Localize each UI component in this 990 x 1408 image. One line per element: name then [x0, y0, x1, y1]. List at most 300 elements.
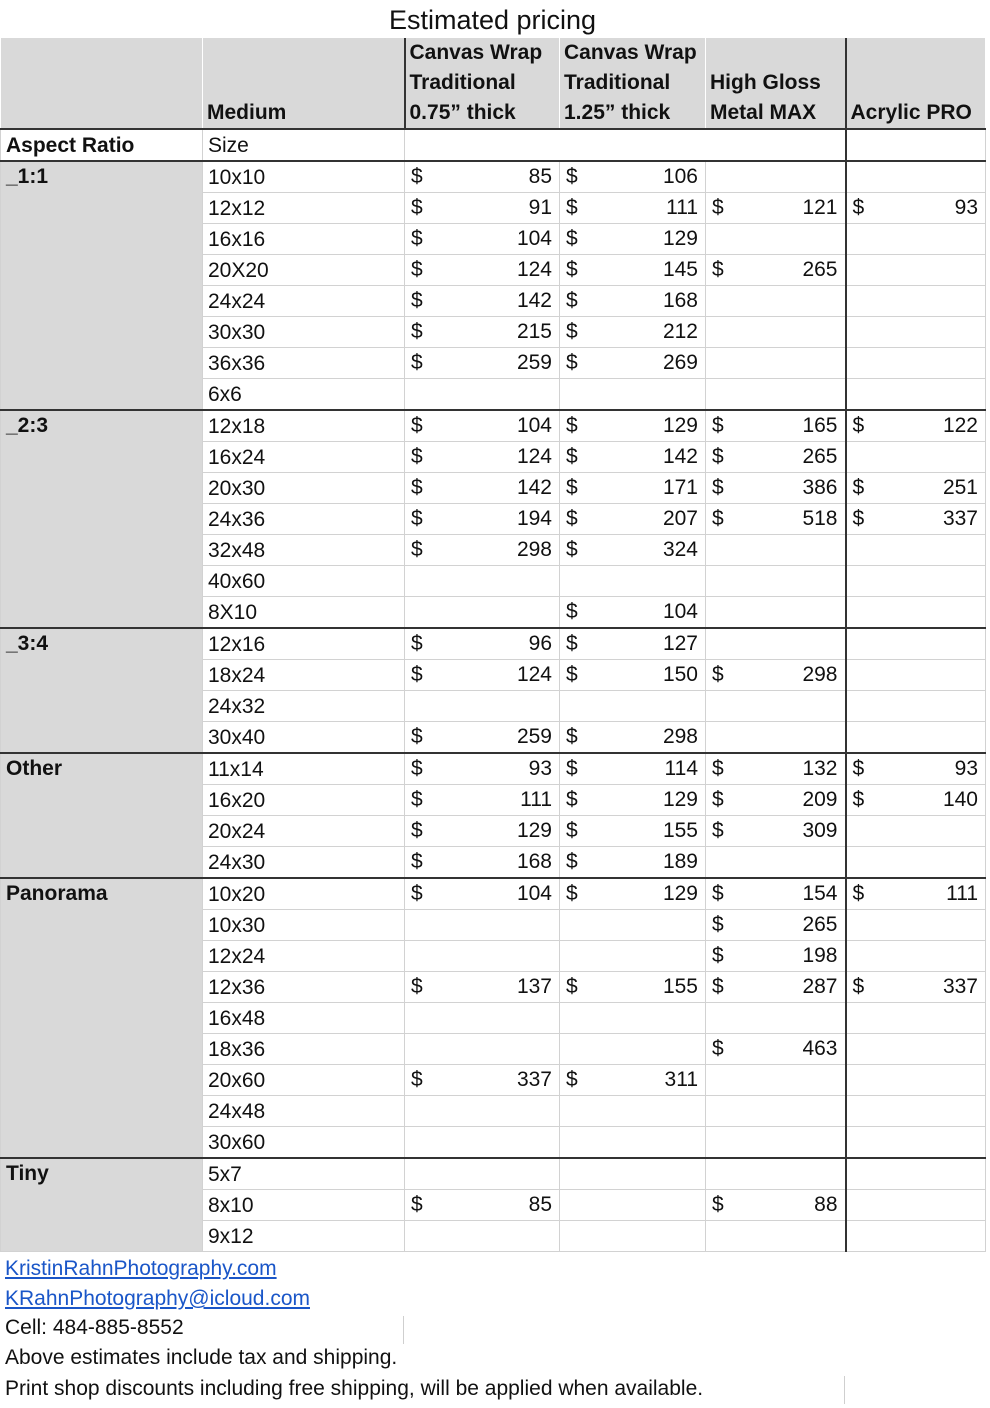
- currency-symbol: $: [712, 757, 724, 780]
- price-value: 96: [528, 632, 552, 655]
- currency-symbol: $: [712, 414, 724, 437]
- price-cell-acrylic: [846, 566, 986, 597]
- price-cell-metal: [706, 1221, 846, 1252]
- price-value: 269: [662, 351, 698, 374]
- currency-symbol: $: [411, 445, 423, 468]
- price-cell-canvas-125: [560, 161, 706, 193]
- size-cell: 24x36: [203, 504, 405, 535]
- size-cell: 20x24: [203, 816, 405, 847]
- price-cell-acrylic: [846, 1190, 986, 1221]
- medium-header: Medium: [203, 38, 405, 129]
- currency-symbol: $: [411, 725, 423, 748]
- discount-note: Print shop discounts including free shipping, will be applied when available.: [5, 1377, 704, 1400]
- size-cell: 24x48: [203, 1096, 405, 1127]
- price-value: 168: [516, 850, 552, 873]
- price-cell-canvas-075: [405, 442, 560, 473]
- price-value: 209: [802, 788, 838, 811]
- price-cell-canvas-075: [405, 473, 560, 504]
- label-row-blank: [706, 129, 846, 161]
- size-cell: 30x40: [203, 722, 405, 754]
- price-value: 265: [802, 258, 838, 281]
- price-cell-acrylic: [846, 816, 986, 847]
- price-cell-metal: [706, 224, 846, 255]
- price-cell-acrylic: [846, 1096, 986, 1127]
- price-cell-canvas-075: [405, 193, 560, 224]
- currency-symbol: $: [566, 1068, 578, 1091]
- currency-symbol: $: [411, 663, 423, 686]
- price-cell-canvas-125: [560, 1096, 706, 1127]
- price-cell-metal: [706, 286, 846, 317]
- price-cell-acrylic: [846, 161, 986, 193]
- currency-symbol: $: [852, 757, 865, 780]
- table-row: [1, 410, 986, 442]
- price-cell-canvas-125: [560, 255, 706, 286]
- price-cell-canvas-125: [560, 1034, 706, 1065]
- price-value: 129: [516, 819, 552, 842]
- price-cell-canvas-075: [405, 286, 560, 317]
- price-value: 298: [662, 725, 698, 748]
- currency-symbol: $: [411, 850, 423, 873]
- currency-symbol: $: [411, 227, 423, 250]
- price-cell-acrylic: [846, 1034, 986, 1065]
- price-value: 265: [802, 445, 838, 468]
- currency-symbol: $: [566, 196, 578, 219]
- price-cell-canvas-075: [405, 161, 560, 193]
- price-cell-metal: [706, 816, 846, 847]
- table-row: [1, 878, 986, 910]
- price-cell-canvas-075: [405, 1034, 560, 1065]
- price-cell-canvas-125: [560, 442, 706, 473]
- grid-line: [403, 1316, 404, 1344]
- price-value: 127: [662, 632, 698, 655]
- currency-symbol: $: [566, 757, 578, 780]
- size-cell: 30x30: [203, 317, 405, 348]
- currency-symbol: $: [852, 788, 865, 811]
- price-cell-canvas-075: [405, 941, 560, 972]
- currency-symbol: $: [566, 320, 578, 343]
- price-cell-metal: [706, 504, 846, 535]
- size-cell: 30x60: [203, 1127, 405, 1159]
- price-cell-canvas-125: [560, 504, 706, 535]
- price-cell-acrylic: [846, 753, 986, 785]
- column-header-canvas-075: Canvas Wrap Traditional 0.75” thick: [405, 38, 560, 129]
- aspect-ratio-label: Aspect Ratio: [1, 129, 203, 161]
- size-cell: 32x48: [203, 535, 405, 566]
- currency-symbol: $: [411, 165, 423, 188]
- price-cell-metal: [706, 473, 846, 504]
- price-cell-canvas-125: [560, 722, 706, 754]
- price-cell-metal: [706, 255, 846, 286]
- currency-symbol: $: [852, 507, 865, 530]
- price-cell-canvas-075: [405, 878, 560, 910]
- currency-symbol: $: [411, 414, 423, 437]
- label-row-blank: [405, 129, 560, 161]
- price-cell-acrylic: [846, 628, 986, 660]
- price-cell-canvas-125: [560, 410, 706, 442]
- currency-symbol: $: [712, 1193, 724, 1216]
- price-cell-metal: [706, 348, 846, 379]
- price-value: 93: [528, 757, 552, 780]
- price-value: 171: [662, 476, 698, 499]
- currency-symbol: $: [411, 320, 423, 343]
- size-cell: 6x6: [203, 379, 405, 411]
- price-value: 104: [516, 882, 552, 905]
- price-cell-metal: [706, 1190, 846, 1221]
- currency-symbol: $: [566, 663, 578, 686]
- price-value: 106: [662, 165, 698, 188]
- currency-symbol: $: [566, 445, 578, 468]
- currency-symbol: $: [566, 289, 578, 312]
- price-cell-metal: [706, 193, 846, 224]
- price-cell-canvas-075: [405, 628, 560, 660]
- price-cell-acrylic: [846, 722, 986, 754]
- price-value: 124: [516, 445, 552, 468]
- price-cell-canvas-075: [405, 1127, 560, 1159]
- size-cell: 16x16: [203, 224, 405, 255]
- currency-symbol: $: [411, 538, 423, 561]
- price-cell-metal: [706, 785, 846, 816]
- price-value: 309: [802, 819, 838, 842]
- currency-symbol: $: [712, 1037, 724, 1060]
- price-cell-metal: [706, 1158, 846, 1190]
- currency-symbol: $: [566, 882, 578, 905]
- currency-symbol: $: [712, 196, 724, 219]
- price-cell-metal: [706, 691, 846, 722]
- price-cell-metal: [706, 161, 846, 193]
- column-header-acrylic: Acrylic PRO: [846, 38, 986, 129]
- price-cell-metal: [706, 878, 846, 910]
- price-value: 114: [664, 757, 698, 780]
- size-cell: 20X20: [203, 255, 405, 286]
- price-cell-acrylic: [846, 878, 986, 910]
- aspect-ratio-cell: _2:3: [1, 410, 203, 628]
- size-cell: 18x24: [203, 660, 405, 691]
- size-cell: 12x24: [203, 941, 405, 972]
- price-cell-canvas-075: [405, 972, 560, 1003]
- price-cell-canvas-125: [560, 535, 706, 566]
- price-cell-canvas-075: [405, 504, 560, 535]
- price-cell-metal: [706, 410, 846, 442]
- price-cell-acrylic: [846, 1158, 986, 1190]
- price-cell-metal: [706, 597, 846, 629]
- price-cell-metal: [706, 566, 846, 597]
- label-row-blank: [560, 129, 706, 161]
- currency-symbol: $: [566, 227, 578, 250]
- price-cell-metal: [706, 1003, 846, 1034]
- currency-symbol: $: [852, 414, 865, 437]
- price-value: 265: [802, 913, 838, 936]
- price-value: 104: [516, 227, 552, 250]
- price-value: 132: [802, 757, 838, 780]
- price-value: 121: [802, 196, 838, 219]
- price-cell-canvas-125: [560, 1127, 706, 1159]
- currency-symbol: $: [566, 725, 578, 748]
- price-cell-acrylic: [846, 1003, 986, 1034]
- price-cell-canvas-125: [560, 1003, 706, 1034]
- price-cell-canvas-075: [405, 691, 560, 722]
- currency-symbol: $: [411, 351, 423, 374]
- price-cell-acrylic: [846, 941, 986, 972]
- price-cell-canvas-125: [560, 597, 706, 629]
- currency-symbol: $: [411, 476, 423, 499]
- price-cell-canvas-075: [405, 255, 560, 286]
- price-value: 165: [802, 414, 838, 437]
- price-cell-canvas-075: [405, 753, 560, 785]
- price-value: 259: [516, 351, 552, 374]
- price-cell-canvas-125: [560, 224, 706, 255]
- size-cell: 11x14: [203, 753, 405, 785]
- price-cell-canvas-125: [560, 910, 706, 941]
- price-value: 251: [942, 476, 978, 499]
- price-cell-canvas-125: [560, 1065, 706, 1096]
- currency-symbol: $: [852, 882, 865, 905]
- price-cell-canvas-125: [560, 628, 706, 660]
- price-cell-canvas-125: [560, 473, 706, 504]
- size-cell: 16x24: [203, 442, 405, 473]
- price-cell-canvas-075: [405, 660, 560, 691]
- price-value: 207: [662, 507, 698, 530]
- price-cell-canvas-125: [560, 286, 706, 317]
- table-row: [1, 753, 986, 785]
- size-cell: 16x48: [203, 1003, 405, 1034]
- price-value: 129: [662, 788, 698, 811]
- price-value: 142: [516, 476, 552, 499]
- currency-symbol: $: [712, 476, 724, 499]
- price-cell-acrylic: [846, 410, 986, 442]
- price-cell-canvas-125: [560, 1158, 706, 1190]
- price-cell-metal: [706, 1127, 846, 1159]
- price-cell-acrylic: [846, 255, 986, 286]
- price-cell-acrylic: [846, 1065, 986, 1096]
- price-cell-acrylic: [846, 193, 986, 224]
- size-cell: 24x32: [203, 691, 405, 722]
- column-header-canvas-125: Canvas Wrap Traditional 1.25” thick: [560, 38, 706, 129]
- price-value: 129: [662, 882, 698, 905]
- price-value: 137: [516, 975, 552, 998]
- currency-symbol: $: [566, 476, 578, 499]
- column-header-metal: High Gloss Metal MAX: [706, 38, 846, 129]
- size-cell: 12x18: [203, 410, 405, 442]
- pricing-table: [0, 38, 986, 1252]
- price-cell-canvas-125: [560, 566, 706, 597]
- price-cell-metal: [706, 1096, 846, 1127]
- price-cell-canvas-125: [560, 753, 706, 785]
- size-cell: 5x7: [203, 1158, 405, 1190]
- price-cell-canvas-125: [560, 972, 706, 1003]
- price-value: 111: [520, 788, 552, 811]
- price-cell-acrylic: [846, 348, 986, 379]
- pricing-table-body: [1, 38, 986, 1252]
- price-value: 129: [662, 227, 698, 250]
- price-value: 168: [662, 289, 698, 312]
- price-value: 129: [662, 414, 698, 437]
- price-cell-acrylic: [846, 785, 986, 816]
- grid-line: [844, 1376, 845, 1404]
- size-cell: 12x12: [203, 193, 405, 224]
- price-cell-acrylic: [846, 1127, 986, 1159]
- currency-symbol: $: [411, 975, 423, 998]
- price-value: 104: [516, 414, 552, 437]
- price-value: 215: [516, 320, 552, 343]
- price-cell-canvas-075: [405, 317, 560, 348]
- aspect-ratio-cell: Tiny: [1, 1158, 203, 1252]
- aspect-ratio-cell: Panorama: [1, 878, 203, 1158]
- price-value: 122: [942, 414, 978, 437]
- currency-symbol: $: [712, 663, 724, 686]
- price-cell-metal: [706, 941, 846, 972]
- aspect-ratio-cell: _1:1: [1, 161, 203, 410]
- currency-symbol: $: [712, 882, 724, 905]
- price-cell-canvas-125: [560, 660, 706, 691]
- price-cell-canvas-075: [405, 785, 560, 816]
- price-value: 111: [946, 882, 978, 905]
- email-link[interactable]: KRahnPhotography@icloud.com: [5, 1287, 310, 1310]
- price-cell-canvas-075: [405, 348, 560, 379]
- currency-symbol: $: [411, 196, 423, 219]
- price-cell-canvas-075: [405, 1158, 560, 1190]
- size-cell: 16x20: [203, 785, 405, 816]
- label-row-blank: [846, 129, 986, 161]
- price-cell-canvas-075: [405, 1190, 560, 1221]
- price-cell-acrylic: [846, 847, 986, 879]
- price-cell-metal: [706, 317, 846, 348]
- price-value: 155: [662, 819, 698, 842]
- price-value: 189: [662, 850, 698, 873]
- price-cell-metal: [706, 660, 846, 691]
- price-value: 124: [516, 258, 552, 281]
- price-cell-acrylic: [846, 660, 986, 691]
- price-value: 142: [662, 445, 698, 468]
- size-cell: 24x24: [203, 286, 405, 317]
- price-cell-canvas-075: [405, 224, 560, 255]
- currency-symbol: $: [411, 258, 423, 281]
- price-cell-acrylic: [846, 473, 986, 504]
- size-cell: 8x10: [203, 1190, 405, 1221]
- price-value: 259: [516, 725, 552, 748]
- price-cell-canvas-075: [405, 847, 560, 879]
- cell-phone: Cell: 484-885-8552: [5, 1316, 184, 1339]
- currency-symbol: $: [411, 1193, 423, 1216]
- currency-symbol: $: [566, 538, 578, 561]
- price-value: 198: [802, 944, 838, 967]
- currency-symbol: $: [852, 476, 865, 499]
- price-cell-canvas-075: [405, 816, 560, 847]
- price-cell-canvas-075: [405, 410, 560, 442]
- price-value: 298: [516, 538, 552, 561]
- price-value: 155: [662, 975, 698, 998]
- currency-symbol: $: [712, 507, 724, 530]
- size-cell: 36x36: [203, 348, 405, 379]
- price-cell-metal: [706, 722, 846, 754]
- price-value: 140: [942, 788, 978, 811]
- price-value: 145: [662, 258, 698, 281]
- price-value: 93: [954, 196, 978, 219]
- size-cell: 9x12: [203, 1221, 405, 1252]
- currency-symbol: $: [566, 819, 578, 842]
- estimate-note: Above estimates include tax and shipping.: [5, 1346, 398, 1369]
- price-cell-acrylic: [846, 597, 986, 629]
- currency-symbol: $: [411, 632, 423, 655]
- size-cell: 10x30: [203, 910, 405, 941]
- price-cell-acrylic: [846, 286, 986, 317]
- price-cell-canvas-125: [560, 816, 706, 847]
- price-cell-canvas-125: [560, 379, 706, 411]
- currency-symbol: $: [712, 944, 724, 967]
- price-value: 85: [528, 165, 552, 188]
- size-label: Size: [203, 129, 405, 161]
- price-cell-metal: [706, 847, 846, 879]
- price-cell-canvas-075: [405, 1096, 560, 1127]
- currency-symbol: $: [712, 819, 724, 842]
- price-value: 194: [516, 507, 552, 530]
- currency-symbol: $: [566, 165, 578, 188]
- price-cell-metal: [706, 442, 846, 473]
- price-cell-acrylic: [846, 691, 986, 722]
- price-value: 124: [516, 663, 552, 686]
- price-cell-canvas-125: [560, 1221, 706, 1252]
- currency-symbol: $: [411, 757, 423, 780]
- website-link[interactable]: KristinRahnPhotography.com: [5, 1257, 277, 1280]
- size-cell: 20x60: [203, 1065, 405, 1096]
- price-cell-canvas-125: [560, 941, 706, 972]
- price-cell-canvas-075: [405, 1221, 560, 1252]
- label-row: [1, 129, 986, 161]
- currency-symbol: $: [411, 882, 423, 905]
- price-cell-acrylic: [846, 442, 986, 473]
- size-cell: 10x20: [203, 878, 405, 910]
- price-cell-canvas-075: [405, 597, 560, 629]
- price-cell-canvas-125: [560, 1190, 706, 1221]
- price-value: 154: [802, 882, 838, 905]
- size-cell: 12x16: [203, 628, 405, 660]
- price-cell-canvas-075: [405, 1065, 560, 1096]
- price-cell-metal: [706, 753, 846, 785]
- price-cell-metal: [706, 628, 846, 660]
- currency-symbol: $: [411, 507, 423, 530]
- price-cell-acrylic: [846, 910, 986, 941]
- currency-symbol: $: [566, 507, 578, 530]
- price-cell-canvas-125: [560, 193, 706, 224]
- currency-symbol: $: [566, 258, 578, 281]
- currency-symbol: $: [566, 600, 578, 623]
- price-value: 337: [942, 507, 978, 530]
- price-value: 91: [528, 196, 552, 219]
- price-value: 324: [662, 538, 698, 561]
- currency-symbol: $: [411, 788, 423, 811]
- currency-symbol: $: [411, 819, 423, 842]
- currency-symbol: $: [712, 788, 724, 811]
- currency-symbol: $: [566, 850, 578, 873]
- aspect-ratio-cell: _3:4: [1, 628, 203, 753]
- price-cell-canvas-125: [560, 348, 706, 379]
- currency-symbol: $: [566, 351, 578, 374]
- currency-symbol: $: [852, 196, 865, 219]
- size-cell: 12x36: [203, 972, 405, 1003]
- price-value: 298: [802, 663, 838, 686]
- price-cell-canvas-075: [405, 379, 560, 411]
- size-cell: 20x30: [203, 473, 405, 504]
- price-cell-metal: [706, 379, 846, 411]
- price-value: 518: [802, 507, 838, 530]
- page-title: Estimated pricing: [388, 5, 597, 35]
- price-value: 287: [802, 975, 838, 998]
- currency-symbol: $: [566, 788, 578, 811]
- price-value: 111: [666, 196, 698, 219]
- price-cell-canvas-075: [405, 535, 560, 566]
- table-row: [1, 628, 986, 660]
- table-row: [1, 1158, 986, 1190]
- currency-symbol: $: [566, 632, 578, 655]
